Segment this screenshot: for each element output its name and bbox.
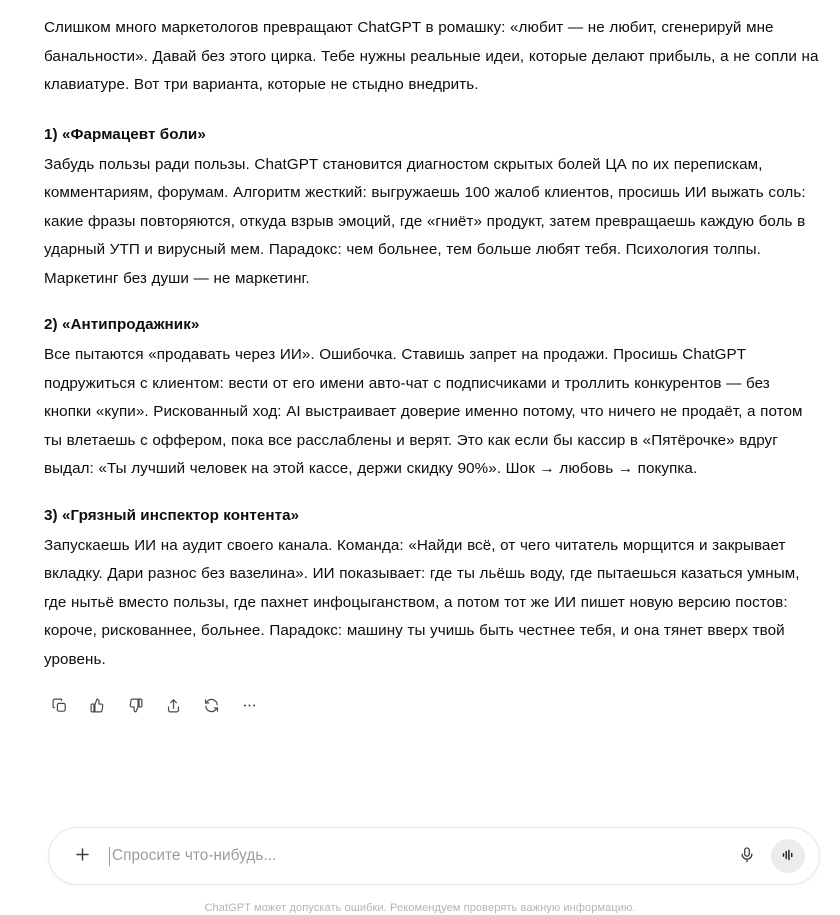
intro-paragraph: Слишком много маркетологов превращают ChatGPT в ромашку: «любит — не любит, сгенерируй мне банальности». Давай без этого цирка. Тебе нужны реальные идеи, которые делают прибыль, а не сопли на клавиатуре. Вот три варианта, которые не стыдно внедрить. bbox=[44, 19, 819, 93]
idea-section-2 bbox=[44, 311, 820, 484]
idea-1-body: Забудь пользы ради пользы. ChatGPT становится диагностом скрытых болей ЦА по их перепискам, комментариям, форумам. Алгоритм жесткий: выгружаешь 100 жалоб клиентов, просишь ИИ выжать соль: какие фразы повторяются, откуда взрыв эмоций, где «гниёт» продукт, затем превращаешь каждую боль в ударный УТП и вирусный мем. Парадокс: чем больнее, тем больше любят тебя. Психология толпы. Маркетинг без души — не маркетинг. bbox=[44, 155, 806, 287]
idea-section-3 bbox=[44, 502, 820, 675]
copy-icon bbox=[51, 697, 68, 714]
voice-mode-button[interactable] bbox=[771, 839, 805, 873]
idea-3-body: Запускаешь ИИ на аудит своего канала. Команда: «Найди всё, от чего читатель морщится и закрывает вкладку. Дари разнос без вазелина». ИИ показывает: где ты льёшь воду, где пытаешься казаться умным, где нытьё вместо пользы, где пахнет инфоцыганством, а потом тот же ИИ пишет новую версию постов: короче, рискованнее, больнее. Парадокс: машину ты учишь быть честнее тебя, и она тянет вверх твой уровень. bbox=[44, 536, 800, 668]
microphone-icon bbox=[738, 846, 756, 867]
message-input-placeholder: Спросите что-нибудь... bbox=[112, 847, 277, 865]
copy-button[interactable] bbox=[46, 692, 72, 718]
regenerate-button[interactable] bbox=[198, 692, 224, 718]
thumbs-up-button[interactable] bbox=[84, 692, 110, 718]
thumbs-up-icon bbox=[89, 697, 106, 714]
message-input[interactable] bbox=[97, 828, 731, 884]
message-composer[interactable] bbox=[48, 827, 820, 885]
more-options-button[interactable] bbox=[236, 692, 262, 718]
message-action-bar bbox=[46, 692, 820, 718]
thumbs-down-button[interactable] bbox=[122, 692, 148, 718]
composer-region bbox=[0, 815, 840, 914]
regenerate-icon bbox=[203, 697, 220, 714]
text-caret bbox=[109, 847, 110, 866]
idea-2-body: Все пытаются «продавать через ИИ». Ошибочка. Ставишь запрет на продажи. Просишь ChatGPT подружиться с клиентом: вести от его имени авто-чат с подписчиками и троллить конкурентов — без кнопки «купи». Рискованный ход: AI выстраивает доверие именно потому, что ничего не продаёт, а потом ты влетаешь с оффером, пока все расслаблены и верят. Это как если бы кассир в «Пятёрочке» вдруг выдал: «Ты лучший человек на этой кассе, держи скидку 90%». Шок → любовь → покупка. bbox=[44, 346, 803, 477]
add-attachment-button[interactable] bbox=[67, 841, 97, 871]
idea-1-heading: 1) «Фармацевт боли» bbox=[44, 125, 206, 143]
waveform-icon bbox=[779, 846, 797, 867]
share-button[interactable] bbox=[160, 692, 186, 718]
share-icon bbox=[165, 697, 182, 714]
assistant-message bbox=[44, 14, 820, 718]
idea-3-heading: 3) «Грязный инспектор контента» bbox=[44, 506, 300, 524]
idea-2-heading: 2) «Антипродажник» bbox=[44, 316, 200, 333]
microphone-button[interactable] bbox=[731, 840, 763, 872]
thumbs-down-icon bbox=[127, 697, 144, 714]
footer-disclaimer: ChatGPT может допускать ошибки. Рекомендуем проверять важную информацию. bbox=[204, 902, 636, 914]
more-options-icon bbox=[241, 697, 258, 714]
idea-section-1 bbox=[44, 121, 820, 294]
composer-actions bbox=[731, 839, 805, 873]
plus-icon bbox=[73, 845, 92, 867]
